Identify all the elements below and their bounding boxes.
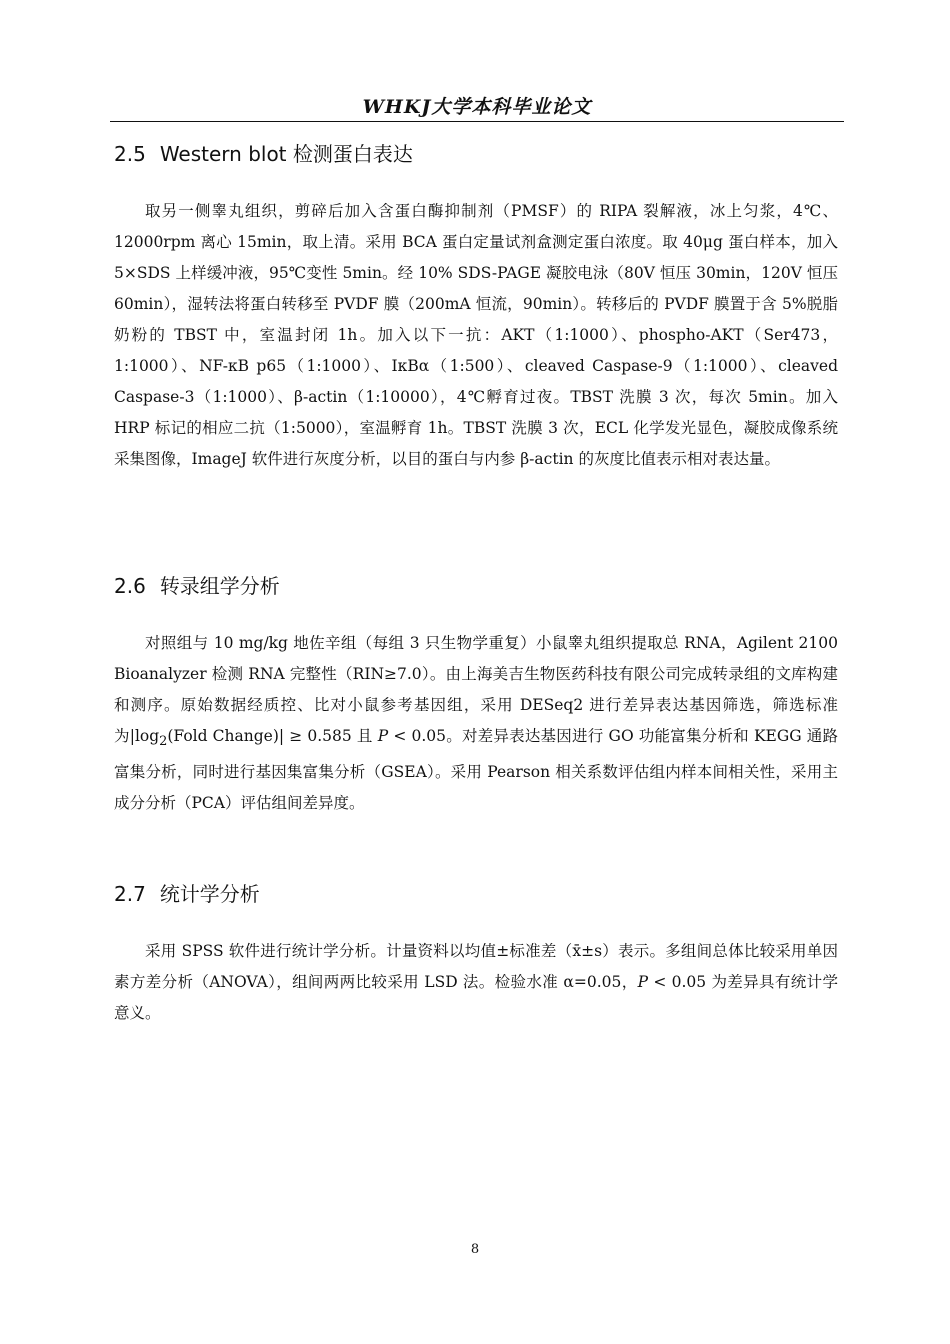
section-title: Western blot 检测蛋白表达 <box>159 142 413 166</box>
header-rule <box>110 121 844 122</box>
section-number: 2.6 <box>114 574 146 598</box>
section-heading-2-6 <box>114 572 280 600</box>
section-number: 2.7 <box>114 882 146 906</box>
section-number: 2.5 <box>114 142 146 166</box>
running-header: WHKJ大学本科毕业论文 <box>362 96 592 118</box>
section-2-5-paragraph: 取另一侧睾丸组织，剪碎后加入含蛋白酶抑制剂（PMSF）的 RIPA 裂解液，冰上匀浆，4℃、12000rpm 离心 15min，取上清。采用 BCA 蛋白定量试剂盒测定蛋白浓度。取 40μg 蛋白样本，加入 5×SDS 上样缓冲液，95℃变性 5min。经 10% SDS-PAGE 凝胶电泳（80V 恒压 30min，120V 恒压 60min），湿转法将蛋白转移至 PVDF 膜（200mA 恒流，90min）。转移后的 PVDF 膜置于含 5%脱脂奶粉的 TBST 中，室温封闭 1h。加入以下一抗：AKT（1:1000）、phospho-AKT（Ser473，1:1000）、NF-κB p65（1:1000）、IκBα（1:500）、cleaved Caspase-9（1:1000）、cleaved Caspase-3（1:1000）、β-actin（1:10000），4℃孵育过夜。TBST 洗膜 3 次，每次 5min。加入 HRP 标记的相应二抗（1:5000），室温孵育 1h。TBST 洗膜 3 次，ECL 化学发光显色，凝胶成像系统采集图像，ImageJ 软件进行灰度分析，以目的蛋白与内参 β-actin 的灰度比值表示相对表达量。 <box>114 202 838 468</box>
section-title: 转录组学分析 <box>159 574 280 598</box>
paragraph-text: < 0.05 为差异具有统计学意义。 <box>114 973 839 1022</box>
paragraph-text: < 0.05。对差异表达基因进行 GO 功能富集分析和 KEGG 通路富集分析，同时进行基因集富集分析（GSEA）。采用 Pearson 相关系数评估组内样本间相关性，采用主成分分析（PCA）评估组间差异度。 <box>114 727 838 813</box>
paragraph-text: 采用 SPSS 软件进行统计学分析。计量资料以均值±标准差（x̄±s）表示。多组间总体比较采用单因素方差分析（ANOVA），组间两两比较采用 LSD 法。检验水准 α=0.05， <box>114 942 838 991</box>
section-heading-2-5 <box>114 140 413 168</box>
p-value-symbol: P <box>637 973 649 991</box>
paragraph-text: (Fold Change)| ≥ 0.585 且 <box>167 727 378 745</box>
p-value-symbol: P <box>377 727 389 745</box>
section-heading-2-7 <box>114 880 260 908</box>
paragraph-text: 对照组与 10 mg/kg 地佐辛组（每组 3 只生物学重复）小鼠睾丸组织提取总 RNA，Agilent 2100 Bioanalyzer 检测 RNA 完整性（RIN≥7.0）。由上海美吉生物医药科技有限公司完成转录组的文库构建和测序。原始数据经质控、比对小鼠参考基因组，采用 DESeq2 进行差异表达基因筛选，筛选标准为|log <box>114 634 838 745</box>
section-2-7-paragraph <box>114 936 838 1029</box>
log-subscript: 2 <box>159 734 168 750</box>
section-title: 统计学分析 <box>159 882 260 906</box>
section-2-6-paragraph <box>114 628 838 819</box>
page-number: 8 <box>470 1242 480 1257</box>
